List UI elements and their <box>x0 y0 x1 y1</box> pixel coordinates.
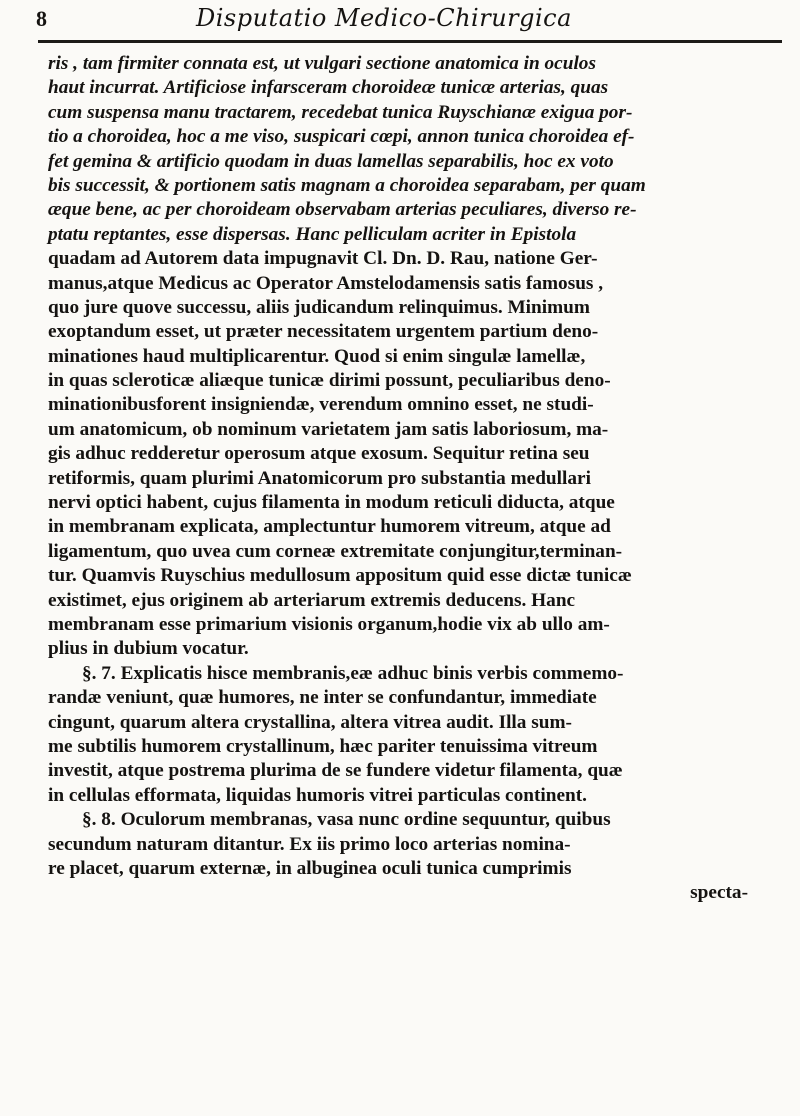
text-line: secundum naturam ditantur. Ex iis primo loco arterias nomina- <box>48 833 571 855</box>
page-header <box>36 4 786 36</box>
page-number: 8 <box>36 6 47 31</box>
text-line: plius in dubium vocatur. <box>48 638 249 660</box>
running-title: Disputatio Medico-Chirurgica <box>196 4 572 32</box>
text-line: minationes haud multiplicarentur. Quod si enim singulæ lamellæ, <box>48 345 586 367</box>
text-line: haut incurrat. Artificiose infarsceram choroideæ tunicæ arterias, quas <box>48 77 609 99</box>
text-line: retiformis, quam plurimi Anatomicorum pro substantia medullari <box>48 467 591 489</box>
text-line: in cellulas efformata, liquidas humoris vitrei particulas continent. <box>48 784 587 806</box>
text-line: cum suspensa manu tractarem, recedebat tunica Ruyschianæ exigua por- <box>48 101 633 123</box>
text-line: ptatu reptantes, esse dispersas. Hanc pelliculam acriter in Epistola <box>48 223 577 245</box>
text-line: nervi optici habent, cujus filamenta in modum reticuli diducta, atque <box>48 492 615 514</box>
text-line: re placet, quarum externæ, in albuginea oculi tunica cumprimis <box>48 857 572 879</box>
text-line: quadam ad Autorem data impugnavit Cl. Dn. D. Rau, natione Ger- <box>48 248 598 270</box>
text-line: cingunt, quarum altera crystallina, altera vitrea audit. Illa sum- <box>48 711 572 733</box>
text-line: membranam esse primarium visionis organum,hodie vix ab ullo am- <box>48 613 610 635</box>
text-line: exoptandum esset, ut præter necessitatem urgentem partium deno- <box>48 321 599 343</box>
text-line: minationibusforent insigniendæ, verendum omnino esset, ne studi- <box>48 394 594 416</box>
body-text <box>48 52 778 906</box>
text-line: gis adhuc redderetur operosum atque exosum. Sequitur retina seu <box>48 443 590 465</box>
text-line: ris , tam firmiter connata est, ut vulgari sectione anatomica in oculos <box>48 53 596 74</box>
section-heading-line: §. 7. Explicatis hisce membranis,eæ adhuc binis verbis commemo- <box>82 662 624 684</box>
text-line: æque bene, ac per choroideam observabam arterias peculiares, diverso re- <box>48 199 637 221</box>
text-line: in membranam explicata, amplectuntur humorem vitreum, atque ad <box>48 516 611 538</box>
text-line: fet gemina & artificio quodam in duas lamellas separabilis, hoc ex voto <box>48 150 614 172</box>
text-line: tur. Quamvis Ruyschius medullosum appositum quid esse dictæ tunicæ <box>48 565 632 587</box>
text-line: in quas scleroticæ aliæque tunicæ dirimi possunt, peculiaribus deno- <box>48 370 611 392</box>
text-line: investit, atque postrema plurima de se fundere videtur filamenta, quæ <box>48 760 623 782</box>
text-line: manus,atque Medicus ac Operator Amstelodamensis satis famosus , <box>48 272 604 294</box>
text-line: randæ veniunt, quæ humores, ne inter se confundantur, immediate <box>48 687 597 709</box>
text-line: tio a choroidea, hoc a me viso, suspicari cœpi, annon tunica choroidea ef- <box>48 126 635 148</box>
header-rule <box>38 40 782 43</box>
text-line: bis successit, & portionem satis magnam a choroidea separabam, per quam <box>48 174 646 196</box>
section-heading-line: §. 8. Oculorum membranas, vasa nunc ordine sequuntur, quibus <box>82 809 611 831</box>
text-line: quo jure quove successu, aliis judicandum relinquimus. Minimum <box>48 296 590 318</box>
text-line: me subtilis humorem crystallinum, hæc pariter tenuissima vitreum <box>48 735 598 757</box>
text-line: um anatomicum, ob nominum varietatem jam satis laboriosum, ma- <box>48 418 609 440</box>
text-line: existimet, ejus originem ab arteriarum extremis deducens. Hanc <box>48 589 576 611</box>
text-line: ligamentum, quo uvea cum corneæ extremitate conjungitur,terminan- <box>48 540 623 562</box>
catchword-line: specta- <box>690 882 748 904</box>
